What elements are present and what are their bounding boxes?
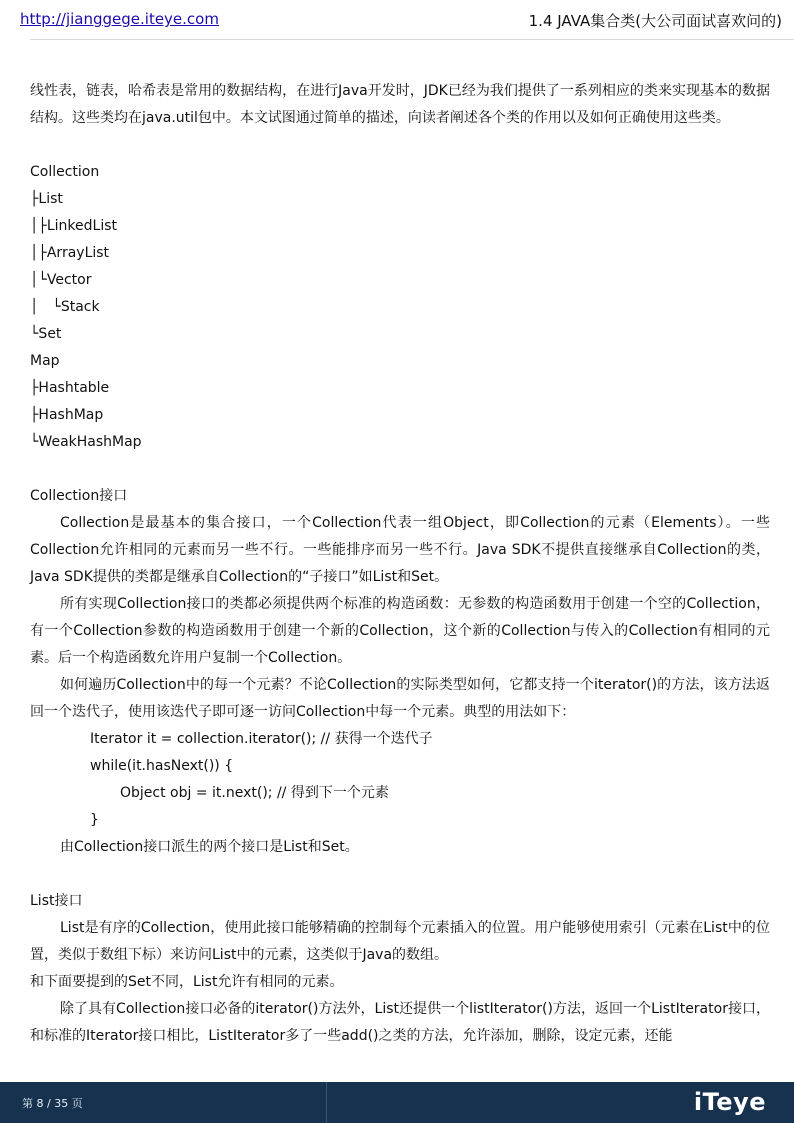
collection-paragraph-2: 所有实现Collection接口的类都必须提供两个标准的构造函数：无参数的构造函数用于创建一个空的Collection，有一个Collection参数的构造函数用于创建一个新的Collection，这个新的Collection与传入的Collection有相同的元素。后一个构造函数允许用户复制一个Collection。 bbox=[30, 596, 770, 666]
spacer bbox=[30, 132, 770, 159]
collection-tree bbox=[30, 159, 770, 456]
section-heading-collection: Collection接口 bbox=[30, 488, 128, 504]
code-line-3: Object obj = it.next(); // 得到下一个元素 bbox=[120, 785, 389, 801]
tree-line-stack: │ └Stack bbox=[30, 299, 100, 315]
collection-paragraph-3: 如何遍历Collection中的每一个元素？不论Collection的实际类型如何，它都支持一个iterator()的方法，该方法返回一个迭代子，使用该迭代子即可逐一访问Collection中每一个元素。典型的用法如下： bbox=[30, 677, 770, 720]
page-number: 第 8 / 35 页 bbox=[22, 1097, 83, 1110]
tree-line-set: └Set bbox=[30, 326, 62, 342]
iteye-logo: iTeye bbox=[693, 1088, 766, 1116]
code-example bbox=[30, 726, 770, 834]
list-paragraph-3: 除了具有Collection接口必备的iterator()方法外，List还提供一个listIterator()方法，返回一个ListIterator接口，和标准的Iterator接口相比，ListIterator多了一些add()之类的方法，允许添加，删除，设定元素，还能 bbox=[30, 1001, 770, 1044]
code-line-2: while(it.hasNext()) { bbox=[90, 758, 234, 774]
site-url-link[interactable]: http://jianggege.iteye.com bbox=[20, 10, 219, 28]
tree-line-map: Map bbox=[30, 353, 60, 369]
collection-paragraph-1: Collection是最基本的集合接口，一个Collection代表一组Object，即Collection的元素（Elements）。一些Collection允许相同的元素而另一些不行。一些能排序而另一些不行。Java SDK不提供直接继承自Collection的类，Java SDK提供的类都是继承自Collection的“子接口”如List和Set。 bbox=[30, 515, 770, 585]
document-body bbox=[30, 78, 770, 1050]
tree-line-linkedlist: │├LinkedList bbox=[30, 218, 118, 234]
collection-paragraph-4: 由Collection接口派生的两个接口是List和Set。 bbox=[60, 839, 359, 855]
tree-line-hashtable: ├Hashtable bbox=[30, 380, 110, 396]
list-paragraph-1: List是有序的Collection，使用此接口能够精确的控制每个元素插入的位置。用户能够使用索引（元素在List中的位置，类似于数组下标）来访问List中的元素，这类似于Java的数组。 bbox=[30, 920, 770, 963]
intro-paragraph: 线性表，链表，哈希表是常用的数据结构，在进行Java开发时，JDK已经为我们提供了一系列相应的类来实现基本的数据结构。这些类均在java.util包中。本文试图通过简单的描述，向读者阐述各个类的作用以及如何正确使用这些类。 bbox=[30, 83, 770, 126]
page-header bbox=[0, 0, 794, 41]
list-paragraph-2: 和下面要提到的Set不同，List允许有相同的元素。 bbox=[30, 974, 344, 990]
tree-line-arraylist: │├ArrayList bbox=[30, 245, 110, 261]
header-divider bbox=[30, 39, 794, 40]
tree-line-vector: │└Vector bbox=[30, 272, 92, 288]
spacer bbox=[30, 861, 770, 888]
page-footer bbox=[0, 1082, 794, 1123]
section-heading-list: List接口 bbox=[30, 893, 83, 909]
tree-line-collection: Collection bbox=[30, 164, 100, 180]
tree-line-hashmap: ├HashMap bbox=[30, 407, 104, 423]
document-title: 1.4 JAVA集合类(大公司面试喜欢问的) bbox=[528, 12, 782, 30]
code-line-1: Iterator it = collection.iterator(); // 获得一个迭代子 bbox=[90, 731, 433, 747]
spacer bbox=[30, 456, 770, 483]
footer-divider bbox=[326, 1082, 327, 1123]
code-line-4: } bbox=[90, 812, 99, 828]
tree-line-weakhashmap: └WeakHashMap bbox=[30, 434, 142, 450]
tree-line-list: ├List bbox=[30, 191, 63, 207]
